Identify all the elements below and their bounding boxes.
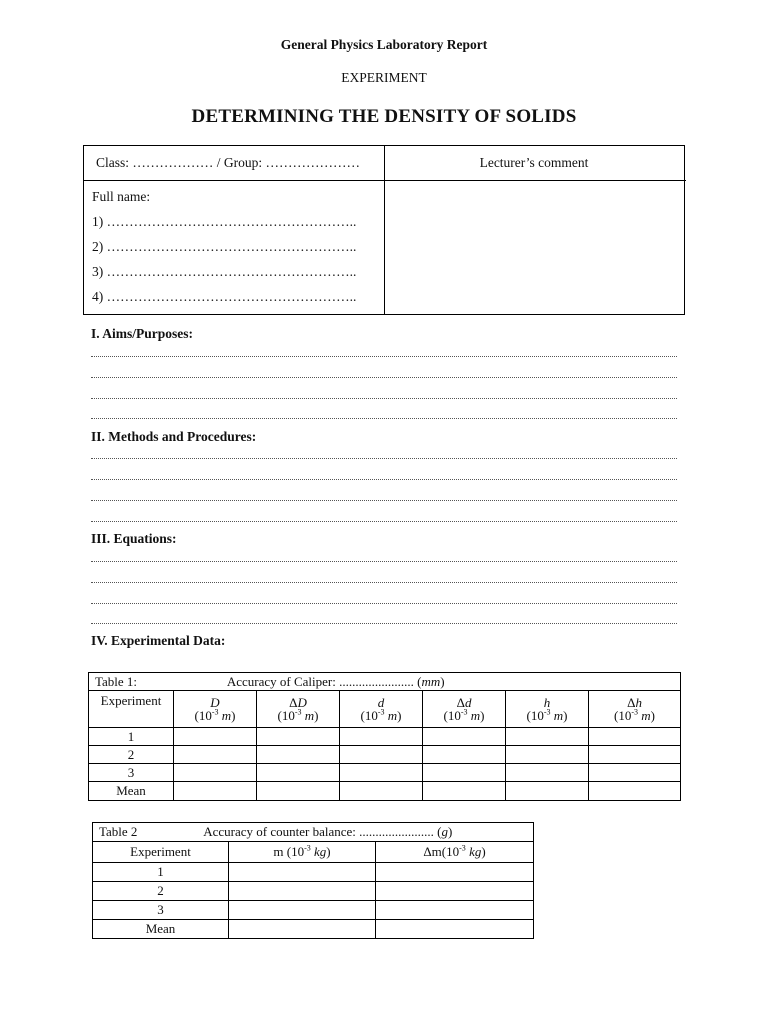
row-label: 3 <box>93 901 229 920</box>
row-label: 1 <box>89 728 174 746</box>
cell[interactable] <box>174 728 257 746</box>
row-label: 1 <box>93 863 229 882</box>
cell[interactable] <box>174 764 257 782</box>
cell[interactable] <box>174 746 257 764</box>
dotted-line <box>91 377 677 378</box>
cell[interactable] <box>506 746 589 764</box>
table2-caption <box>93 823 534 842</box>
dotted-line <box>91 582 677 583</box>
cell[interactable] <box>340 746 423 764</box>
col-header-h: h ($10^{-3}$ m) <box>506 691 589 728</box>
table-row <box>89 746 681 764</box>
dotted-line <box>91 500 677 501</box>
cell[interactable] <box>506 764 589 782</box>
cell[interactable] <box>376 882 534 901</box>
dotted-line <box>91 418 677 419</box>
name-line-4: 4) ……………………………………………….. <box>92 289 357 304</box>
class-group-field: Class: ……………… / Group: ………………… <box>96 155 361 170</box>
cell[interactable] <box>257 764 340 782</box>
row-label: Mean <box>93 920 229 939</box>
cell[interactable] <box>229 882 376 901</box>
table-row <box>93 863 534 882</box>
col-header-delta-D: ΔD ($10^{-3}$ m) <box>257 691 340 728</box>
row-label: 2 <box>93 882 229 901</box>
cell[interactable] <box>506 782 589 801</box>
row-label: 3 <box>89 764 174 782</box>
cell[interactable] <box>589 746 681 764</box>
info-box <box>83 145 685 315</box>
col-header-m: m ($10^{-3}$ kg) <box>229 842 376 863</box>
table1-accuracy-close: ) <box>440 673 445 689</box>
col-header-experiment: Experiment <box>93 842 229 863</box>
col-header-D: D ($10^{-3}$ m) <box>174 691 257 728</box>
dotted-line <box>91 561 677 562</box>
cell[interactable] <box>376 901 534 920</box>
cell[interactable] <box>257 782 340 801</box>
cell[interactable] <box>423 728 506 746</box>
col-header-delta-h: Δh ($10^{-3}$ m) <box>589 691 681 728</box>
table-row <box>93 882 534 901</box>
table1-label: Table 1: <box>95 673 138 689</box>
dotted-line <box>91 398 677 399</box>
table-row <box>93 901 534 920</box>
lecturer-comment-label: Lecturer’s comment <box>479 155 589 170</box>
cell[interactable] <box>229 901 376 920</box>
name-line-1: 1) ……………………………………………….. <box>92 214 357 229</box>
dotted-line <box>91 458 677 459</box>
cell[interactable] <box>423 746 506 764</box>
col-header-experiment: Experiment <box>89 691 174 728</box>
table1-accuracy: Accuracy of Caliper: ....................... ( <box>226 673 422 689</box>
col-header-delta-m: $\Delta m(10^{-3}$ kg) <box>376 842 534 863</box>
table2-accuracy-unit: g <box>441 824 448 839</box>
cell[interactable] <box>257 746 340 764</box>
cell[interactable] <box>340 728 423 746</box>
cell[interactable] <box>229 920 376 939</box>
cell[interactable] <box>589 728 681 746</box>
cell[interactable] <box>423 764 506 782</box>
cell[interactable] <box>257 728 340 746</box>
cell[interactable] <box>174 782 257 801</box>
experiment-label: EXPERIMENT <box>341 70 427 85</box>
info-box-divider-vertical <box>384 146 385 314</box>
cell[interactable] <box>589 764 681 782</box>
table-row <box>89 782 681 801</box>
table-row <box>93 920 534 939</box>
dotted-line <box>91 603 677 604</box>
dotted-line <box>91 623 677 624</box>
col-header-delta-d: Δd ($10^{-3}$ m) <box>423 691 506 728</box>
section-heading-aims: I. Aims/Purposes: <box>91 326 194 341</box>
cell[interactable] <box>589 782 681 801</box>
dotted-line <box>91 356 677 357</box>
table2-label: Table 2 <box>99 824 138 839</box>
section-heading-data: IV. Experimental Data: <box>91 633 226 648</box>
cell[interactable] <box>423 782 506 801</box>
info-box-divider-horizontal <box>84 180 384 181</box>
caliper-table <box>88 672 681 801</box>
info-box-divider-horizontal-right <box>384 180 686 181</box>
section-heading-methods: II. Methods and Procedures: <box>91 429 257 444</box>
cell[interactable] <box>376 920 534 939</box>
table-row <box>89 728 681 746</box>
table1-caption <box>89 673 681 691</box>
row-label: 2 <box>89 746 174 764</box>
page-title: DETERMINING THE DENSITY OF SOLIDS <box>191 106 577 127</box>
name-line-2: 2) ……………………………………………….. <box>92 239 357 254</box>
row-label: Mean <box>89 782 174 801</box>
table1-accuracy-unit: mm <box>421 673 441 689</box>
cell[interactable] <box>229 863 376 882</box>
balance-table <box>92 822 534 939</box>
name-line-3: 3) ……………………………………………….. <box>92 264 357 279</box>
col-header-d: d ($10^{-3}$ m) <box>340 691 423 728</box>
cell[interactable] <box>340 782 423 801</box>
cell[interactable] <box>376 863 534 882</box>
table-row <box>89 764 681 782</box>
section-heading-equations: III. Equations: <box>91 531 177 546</box>
dotted-line <box>91 479 677 480</box>
dotted-line <box>91 521 677 522</box>
report-header: General Physics Laboratory Report <box>280 37 488 52</box>
cell[interactable] <box>340 764 423 782</box>
full-name-label: Full name: <box>92 189 151 204</box>
table2-accuracy: Accuracy of counter balance: ....................... ( <box>203 824 442 839</box>
table2-accuracy-close: ) <box>447 824 453 839</box>
cell[interactable] <box>506 728 589 746</box>
